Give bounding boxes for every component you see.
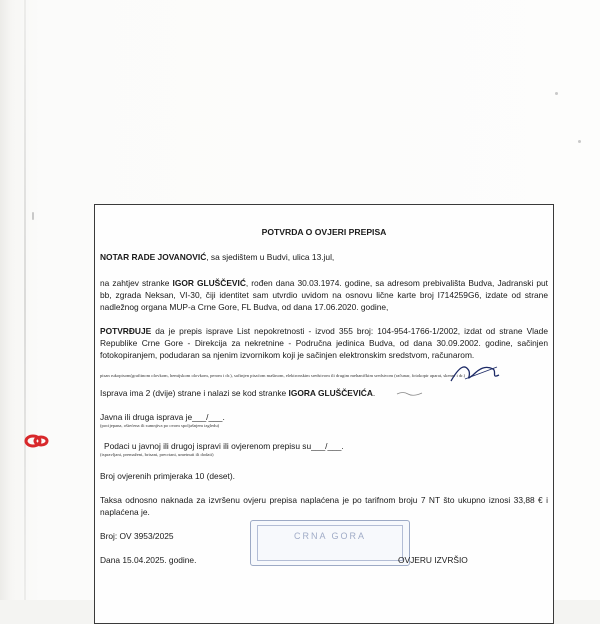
notary-name: NOTAR RADE JOVANOVIĆ [100,252,207,262]
scan-speck [555,92,558,95]
pages-text: Isprava ima 2 (dvije) strane i nalazi se kod stranke [100,387,289,398]
data-line: Podaci u javnoj ili drugoj ispravi ili ovjerenom prepisu su___/___. [104,441,344,451]
paper-clip-icon [24,434,50,448]
party-details: , rođen dana 30.03.1974. godine, sa adresom prebivališta Budva, Jadranski put bb, zgrada Neksan, VI-30, čiji identitet sam utvrdio uvidom na osnovu lične karte broj I714259G6, izdate od strane nadležnog organa MUP-a Crne Gore, FL Budva, od dana 17.06.2020. godine, [100,278,549,312]
confirmation-verb: POTVRĐUJE [100,326,152,336]
footnote-method: pisan rukopisom(grafitnom olovkom, hemijskom olovkom, perom i dr.), sačinjen pisaćom mašinom, elektronskim sredstvom ili drugim mehaničkim sredstvom (računar, fotokopir aparat, skener i dr.) [100,373,466,378]
confirmation-text: da je prepis isprave List nepokretnosti - izvod 355 broj: 104-954-1766-1/2002, izdat od strane Vlade Republike Crne Gore - Direkcija za nekretnine - Područna jedinica Budva, od dana 30.09.2002. godine, sačinjen fotokopiranjem, podudaran sa njenim izvornikom koji je sačinjen elektronskim sredstvom, računarom. [100,326,548,360]
notary-address: , sa sjedištem u Budvi, ulica 13.jul, [206,252,335,262]
stamp-text: CRNA GORA [293,530,366,541]
condition-line: Javna ili druga isprava je___/___. [100,411,225,422]
notary-line [100,251,548,263]
scan-speck [32,212,34,220]
bottom-section [100,530,548,542]
record-number: Broj: OV 3953/2025 [100,530,174,541]
copies-line: Broj ovjerenih primjeraka 10 (deset). [100,470,235,481]
date-row [100,554,548,566]
page-fold-shadow [24,0,26,600]
signature-icon [447,357,507,387]
certificate-body [100,226,548,566]
party-intro: na zahtjev stranke [100,278,173,288]
party-name: IGOR GLUŠČEVIĆ [172,278,246,288]
footnote-condition: (pocijepana, oštećena ili sumnjiva po ovom spoljašnjem izgledu) [100,422,220,428]
certificate-title: POTVRDA O OVJERI PREPISA [261,227,387,237]
date-line: Dana 15.04.2025. godine. [100,554,197,565]
pages-paragraph [100,387,548,399]
party-paragraph [100,277,548,313]
holder-name: IGORA GLUŠČEVIĆA [288,387,373,398]
signer-label: OVJERU IZVRŠIO [398,554,468,565]
fee-paragraph: Taksa odnosno naknada za izvršenu ovjeru prepisa naplaćena je po tarifnom broju 7 NT što ukupno iznosi 33,88 € i naplaćena je. [100,494,548,517]
pages-end: . [372,387,376,398]
scan-speck [578,140,581,143]
footnote-data: (ispravljani, premaženi, brisani, precrtani, umetnuti ili dodati) [100,452,214,457]
scribble-mark [396,390,424,396]
confirmation-paragraph [100,325,548,361]
